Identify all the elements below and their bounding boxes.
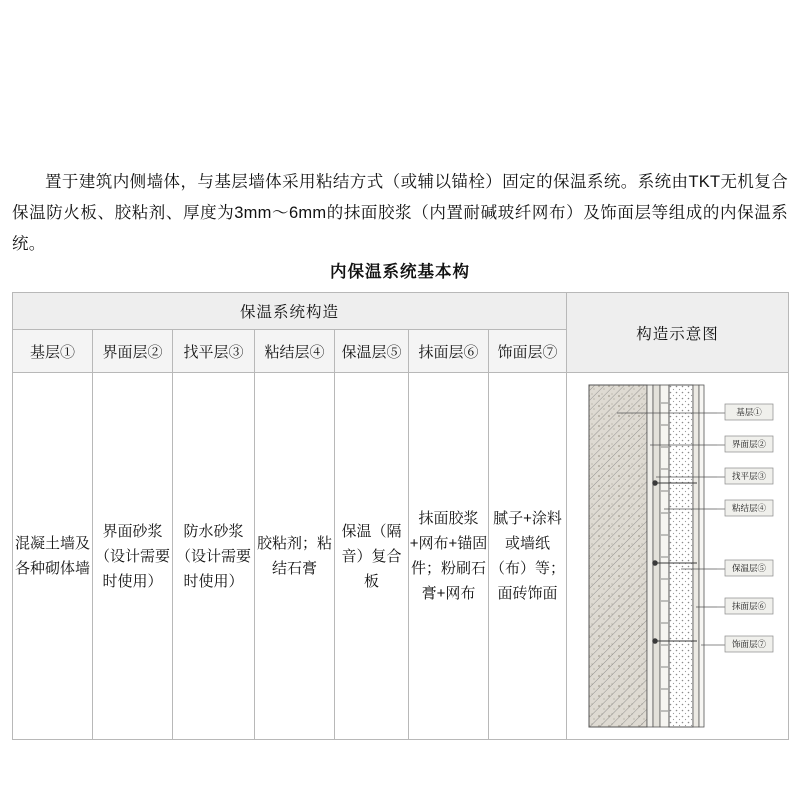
diagram-callout-base: 基层① bbox=[736, 407, 762, 417]
cell-interface-layer bbox=[93, 373, 173, 740]
cell-leveling-layer bbox=[173, 373, 255, 740]
column-header-insulation-layer: 保温层⑤ bbox=[335, 330, 409, 373]
diagram-callout-bonding: 粘结层④ bbox=[732, 503, 767, 513]
column-header-base-layer: 基层① bbox=[13, 330, 93, 373]
spec-table-wrapper bbox=[12, 292, 788, 740]
cell-finish-layer-text: 腻子+涂料或墙纸（布）等；面砖饰面 bbox=[490, 510, 566, 602]
cell-insulation-layer-text: 保温（隔音）复合板 bbox=[341, 522, 402, 590]
cell-bonding-layer bbox=[255, 373, 335, 740]
cell-interface-layer-text: 界面砂浆（设计需要时使用） bbox=[94, 522, 170, 590]
diagram-callout-plaster: 抹面层⑥ bbox=[732, 601, 767, 611]
diagram-callout-insulation: 保温层⑤ bbox=[732, 563, 767, 573]
diagram-callout-interface: 界面层② bbox=[732, 439, 767, 449]
diagram-callout-leveling: 找平层③ bbox=[732, 471, 767, 481]
column-header-bonding-layer: 粘结层④ bbox=[255, 330, 335, 373]
intro-paragraph: 置于建筑内侧墙体，与基层墙体采用粘结方式（或辅以锚栓）固定的保温系统。系统由TKT无机复合保温防火板、胶粘剂、厚度为3mm～6mm的抹面胶浆（内置耐碱玻纤网布）及饰面层等组成的内保温系统。 bbox=[12, 172, 788, 253]
cell-plaster-layer bbox=[409, 373, 489, 740]
table-row bbox=[13, 373, 789, 740]
diagram-callout-finish: 饰面层⑦ bbox=[732, 639, 767, 649]
cell-base-layer bbox=[13, 373, 93, 740]
cell-bonding-layer-text: 胶粘剂；粘结石膏 bbox=[256, 535, 332, 577]
cell-finish-layer bbox=[489, 373, 567, 740]
column-header-plaster-layer: 抹面层⑥ bbox=[409, 330, 489, 373]
cell-construction-diagram bbox=[567, 373, 789, 740]
column-header-interface-layer: 界面层② bbox=[93, 330, 173, 373]
diagram-svg bbox=[567, 373, 788, 739]
table-caption: 内保温系统基本构 bbox=[330, 263, 470, 281]
column-header-leveling-layer: 找平层③ bbox=[173, 330, 255, 373]
group-header-construction: 保温系统构造 bbox=[13, 293, 567, 330]
cell-insulation-layer bbox=[335, 373, 409, 740]
cell-plaster-layer-text: 抹面胶浆+网布+锚固件；粉刷石膏+网布 bbox=[409, 510, 488, 602]
group-header-diagram: 构造示意图 bbox=[567, 293, 789, 373]
cell-base-layer-text: 混凝土墙及各种砌体墙 bbox=[14, 535, 90, 577]
insulation-system-table bbox=[12, 292, 789, 740]
column-header-finish-layer: 饰面层⑦ bbox=[489, 330, 567, 373]
cell-leveling-layer-text: 防水砂浆（设计需要时使用） bbox=[175, 522, 251, 590]
construction-diagram bbox=[567, 373, 788, 739]
table-group-header-row bbox=[13, 293, 789, 330]
